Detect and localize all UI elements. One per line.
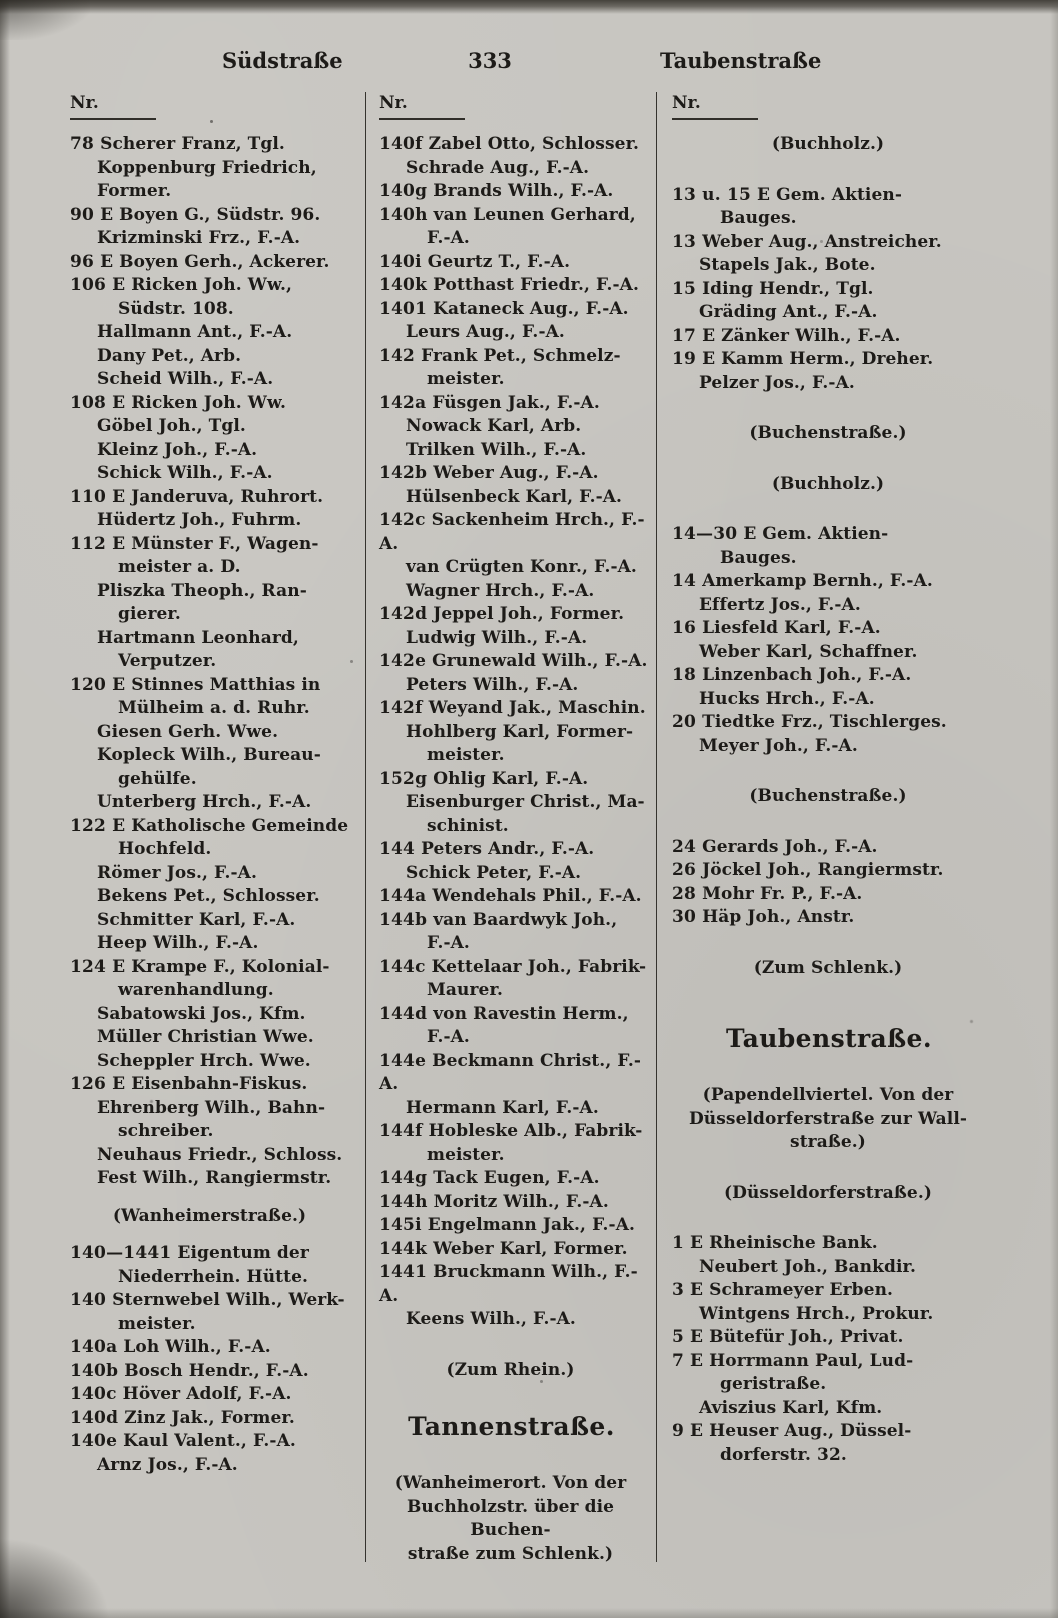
- house-number: 28: [672, 883, 697, 904]
- house-number: 140h: [379, 204, 428, 225]
- house-number: 144h: [379, 1191, 428, 1212]
- house-number: 30: [672, 907, 697, 927]
- directory-line: 13 u. 15 E Gem. Aktien-: [672, 184, 902, 205]
- house-number: 140a: [70, 1337, 118, 1357]
- directory-line: Hermann Karl, F.-A.: [406, 1097, 599, 1118]
- directory-line: 13 Weber Aug., Anstreicher.: [672, 231, 942, 252]
- directory-line: meister.: [427, 745, 505, 765]
- house-number: 112: [70, 533, 107, 554]
- spacer: [672, 157, 994, 184]
- directory-line: Arnz Jos., F.-A.: [97, 1454, 238, 1475]
- section-note: straße.): [790, 1132, 866, 1152]
- directory-line: meister.: [118, 1313, 196, 1334]
- spacer: [672, 1205, 994, 1232]
- directory-line: 18 Linzenbach Joh., F.-A.: [672, 665, 912, 685]
- house-number: 9: [672, 1421, 685, 1441]
- house-number: 24: [672, 836, 697, 857]
- directory-line: 1441 Bruckmann Wilh., F.-A.: [379, 1262, 638, 1306]
- directory-line: 126 E Eisenbahn-Fiskus.: [70, 1074, 308, 1094]
- house-number: 140d: [70, 1407, 119, 1428]
- house-number: 126: [70, 1074, 107, 1094]
- directory-line: 145i Engelmann Jak., F.-A.: [379, 1215, 636, 1235]
- directory-line: F.-A.: [427, 933, 470, 953]
- running-head-left: Südstraße: [222, 48, 343, 73]
- directory-line: Leurs Aug., F.-A.: [406, 322, 565, 342]
- directory-line: gierer.: [118, 604, 181, 624]
- house-number: 140k: [379, 275, 428, 295]
- section-note: (Papendellviertel. Von der: [702, 1085, 954, 1105]
- directory-line: Dany Pet., Arb.: [97, 345, 242, 366]
- column-3: [657, 92, 998, 1562]
- page-number: 333: [468, 48, 512, 73]
- house-number: 142f: [379, 698, 423, 718]
- directory-line: 14 Amerkamp Bernh., F.-A.: [672, 571, 933, 591]
- directory-line: 15 Iding Hendr., Tgl.: [672, 278, 874, 299]
- house-number: 142d: [379, 604, 428, 624]
- directory-line: 5 E Bütefür Joh., Privat.: [672, 1327, 904, 1347]
- directory-line: Scheid Wilh., F.-A.: [97, 369, 274, 389]
- house-number: 144f: [379, 1121, 423, 1141]
- spacer: [70, 1228, 359, 1242]
- spacer: [379, 1382, 652, 1409]
- directory-line: Hartmann Leonhard,: [97, 627, 299, 648]
- directory-line: Hohlberg Karl, Former-: [406, 721, 634, 742]
- directory-line: F.-A.: [427, 1027, 470, 1047]
- directory-line: 144a Wendehals Phil., F.-A.: [379, 886, 642, 906]
- house-number: 144b: [379, 909, 428, 930]
- directory-line: Scheppler Hrch. Wwe.: [97, 1050, 311, 1071]
- house-number: 145i: [379, 1215, 422, 1235]
- nr-label: Nr.: [672, 93, 701, 113]
- directory-line: Schrade Aug., F.-A.: [406, 157, 590, 178]
- directory-line: Römer Jos., F.-A.: [97, 862, 257, 883]
- house-number: 15: [672, 278, 697, 299]
- directory-line: 144 Peters Andr., F.-A.: [379, 839, 595, 859]
- nr-column-header: [379, 92, 652, 120]
- directory-line: Koppenburg Friedrich,: [97, 157, 317, 178]
- house-number: 140f: [379, 134, 423, 154]
- directory-line: Heep Wilh., F.-A.: [97, 933, 259, 953]
- directory-line: Schmitter Karl, F.-A.: [97, 909, 296, 930]
- directory-line: Nowack Karl, Arb.: [406, 416, 582, 436]
- column-1: [70, 92, 366, 1562]
- house-number: 144g: [379, 1168, 428, 1188]
- directory-line: Fest Wilh., Rangiermstr.: [97, 1168, 332, 1188]
- directory-line: Peters Wilh., F.-A.: [406, 674, 579, 695]
- directory-line: 16 Liesfeld Karl, F.-A.: [672, 618, 881, 638]
- directory-line: 28 Mohr Fr. P., F.-A.: [672, 883, 863, 904]
- directory-line: Effertz Jos., F.-A.: [699, 594, 861, 615]
- directory-line: Hallmann Ant., F.-A.: [97, 322, 293, 342]
- directory-line: Keens Wilh., F.-A.: [406, 1309, 576, 1329]
- directory-line: Neubert Joh., Bankdir.: [699, 1256, 917, 1277]
- directory-line: 90 E Boyen G., Südstr. 96.: [70, 204, 321, 225]
- directory-line: 108 E Ricken Joh. Ww.: [70, 392, 287, 413]
- spacer: [70, 1191, 359, 1205]
- house-number: 122: [70, 815, 107, 836]
- house-number: 140b: [70, 1360, 119, 1381]
- directory-line: Mülheim a. d. Ruhr.: [118, 698, 310, 718]
- house-number: 144a: [379, 886, 427, 906]
- scan-edge-right: [1050, 0, 1058, 1618]
- directory-line: 112 E Münster F., Wagen-: [70, 533, 319, 554]
- section-note: Buchholzstr. über die Buchen-: [406, 1496, 615, 1540]
- house-number: 96: [70, 251, 95, 272]
- house-number: 108: [70, 392, 107, 413]
- house-number: 26: [672, 860, 697, 880]
- section-note: (Wanheimerort. Von der: [394, 1473, 627, 1493]
- house-number: 106: [70, 275, 107, 295]
- directory-line: 19 E Kamm Herm., Dreher.: [672, 349, 934, 369]
- directory-line: warenhandlung.: [118, 980, 274, 1000]
- directory-line: 106 E Ricken Joh. Ww.,: [70, 275, 293, 295]
- directory-line: Sabatowski Jos., Kfm.: [97, 1003, 306, 1024]
- directory-line: Ehrenberg Wilh., Bahn-: [97, 1097, 326, 1118]
- directory-line: 120 E Stinnes Matthias in: [70, 674, 321, 695]
- house-number: 3: [672, 1280, 685, 1300]
- spacer: [672, 980, 994, 1007]
- directory-line: 144h Moritz Wilh., F.-A.: [379, 1191, 609, 1212]
- directory-line: Wagner Hrch., F.-A.: [406, 580, 595, 601]
- directory-line: Kleinz Joh., F.-A.: [97, 439, 258, 460]
- spacer: [672, 1057, 994, 1084]
- house-number: 140i: [379, 251, 422, 272]
- directory-line: 142f Weyand Jak., Maschin.: [379, 698, 646, 718]
- directory-line: schreiber.: [118, 1121, 214, 1141]
- section-note: (Düsseldorferstraße.): [723, 1182, 933, 1203]
- directory-line: Bauges.: [720, 208, 797, 228]
- directory-line: 140c Höver Adolf, F.-A.: [70, 1384, 292, 1404]
- scan-edge-top: [0, 0, 1058, 14]
- directory-line: Schick Wilh., F.-A.: [97, 463, 273, 483]
- section-note: (Buchholz.): [771, 473, 885, 494]
- directory-line: 144g Tack Eugen, F.-A.: [379, 1168, 600, 1188]
- directory-line: Kopleck Wilh., Bureau-: [97, 745, 321, 765]
- directory-line: 140b Bosch Hendr., F.-A.: [70, 1360, 309, 1381]
- directory-line: Aviszius Karl, Kfm.: [699, 1397, 883, 1418]
- nr-label: Nr.: [70, 93, 99, 113]
- scan-corner-top-left: [0, 0, 90, 40]
- directory-line: Former.: [97, 181, 172, 201]
- directory-line: 144f Hobleske Alb., Fabrik-: [379, 1121, 643, 1141]
- house-number: 90: [70, 204, 95, 225]
- spacer: [672, 809, 994, 836]
- directory-line: 140—1441 Eigentum der: [70, 1243, 309, 1263]
- directory-line: van Crügten Konr., F.-A.: [406, 557, 637, 577]
- nr-column-header: [672, 92, 994, 120]
- directory-line: 26 Jöckel Joh., Rangiermstr.: [672, 860, 944, 880]
- section-note: Düsseldorferstraße zur Wall-: [688, 1108, 968, 1129]
- directory-line: Müller Christian Wwe.: [97, 1027, 314, 1047]
- house-number: 144c: [379, 956, 426, 977]
- spacer: [672, 758, 994, 785]
- nr-column-header: [70, 92, 359, 120]
- spacer: [672, 1007, 994, 1021]
- house-number: 110: [70, 486, 107, 507]
- house-number: 142: [379, 345, 416, 366]
- directory-line: Schick Peter, F.-A.: [406, 862, 582, 883]
- directory-line: 140 Sternwebel Wilh., Werk-: [70, 1290, 345, 1310]
- directory-line: Stapels Jak., Bote.: [699, 255, 876, 275]
- directory-line: Hochfeld.: [118, 839, 212, 859]
- directory-line: Ludwig Wilh., F.-A.: [406, 627, 588, 648]
- directory-line: Bauges.: [720, 547, 797, 568]
- directory-line: Wintgens Hrch., Prokur.: [699, 1303, 934, 1324]
- nr-rule: [379, 118, 465, 120]
- street-heading: Tannenstraße.: [408, 1412, 615, 1441]
- directory-line: 142b Weber Aug., F.-A.: [379, 463, 599, 483]
- directory-line: 144d von Ravestin Herm.,: [379, 1003, 629, 1024]
- spacer: [672, 930, 994, 957]
- street-heading: Taubenstraße.: [726, 1024, 932, 1053]
- directory-line: 96 E Boyen Gerh., Ackerer.: [70, 251, 330, 272]
- spacer: [672, 446, 994, 473]
- house-number: 144d: [379, 1003, 428, 1024]
- house-number: 140e: [70, 1431, 118, 1451]
- directory-line: 142 Frank Pet., Schmelz-: [379, 345, 621, 366]
- directory-line: 140g Brands Wilh., F.-A.: [379, 181, 614, 201]
- directory-line: Krizminski Frz., F.-A.: [97, 228, 301, 248]
- house-number: 20: [672, 712, 697, 732]
- house-number: 142e: [379, 651, 427, 671]
- house-number: 140g: [379, 181, 428, 201]
- spacer: [672, 1155, 994, 1182]
- directory-line: 140d Zinz Jak., Former.: [70, 1407, 295, 1428]
- house-number: 142a: [379, 392, 427, 413]
- section-note: straße zum Schlenk.): [407, 1543, 614, 1564]
- directory-line: F.-A.: [427, 228, 470, 248]
- directory-line: 144b van Baardwyk Joh.,: [379, 909, 618, 930]
- directory-line: 144e Beckmann Christ., F.-A.: [379, 1050, 642, 1094]
- house-number: 17: [672, 325, 697, 346]
- house-number: 14—30: [672, 524, 738, 544]
- house-number: 5: [672, 1327, 685, 1347]
- house-number: 1441: [379, 1262, 428, 1282]
- directory-line: Neuhaus Friedr., Schloss.: [97, 1144, 343, 1165]
- directory-line: 122 E Katholische Gemeinde: [70, 815, 349, 836]
- directory-line: Weber Karl, Schaffner.: [699, 641, 918, 662]
- house-number: 140c: [70, 1384, 117, 1404]
- house-number: 7: [672, 1350, 685, 1371]
- directory-line: Hülsenbeck Karl, F.-A.: [406, 486, 623, 507]
- directory-line: 142d Jeppel Joh., Former.: [379, 604, 625, 624]
- directory-line: 144k Weber Karl, Former.: [379, 1238, 628, 1259]
- directory-line: 20 Tiedtke Frz., Tischlerges.: [672, 712, 947, 732]
- page-header: [0, 48, 1058, 82]
- house-number: 78: [70, 134, 95, 154]
- directory-line: 142e Grunewald Wilh., F.-A.: [379, 651, 648, 671]
- directory-line: Unterberg Hrch., F.-A.: [97, 792, 312, 812]
- directory-line: 17 E Zänker Wilh., F.-A.: [672, 325, 901, 346]
- directory-line: meister a. D.: [118, 557, 241, 577]
- house-number: 14: [672, 571, 697, 591]
- directory-line: Hüdertz Joh., Fuhrm.: [97, 510, 302, 530]
- house-number: 144k: [379, 1238, 428, 1259]
- spacer: [672, 496, 994, 523]
- nr-rule: [672, 118, 758, 120]
- directory-line: Maurer.: [427, 980, 503, 1000]
- section-note: (Buchenstraße.): [749, 423, 907, 443]
- spacer: [379, 1445, 652, 1472]
- directory-line: meister.: [427, 1144, 505, 1165]
- house-number: 142c: [379, 510, 426, 530]
- directory-line: 124 E Krampe F., Kolonial-: [70, 956, 330, 977]
- house-number: 13: [672, 231, 697, 252]
- directory-line: Verputzer.: [118, 651, 217, 671]
- nr-label: Nr.: [379, 93, 408, 113]
- section-note: (Wanheimerstraße.): [112, 1205, 307, 1226]
- directory-line: 144c Kettelaar Joh., Fabrik-: [379, 956, 647, 977]
- directory-line: Meyer Joh., F.-A.: [699, 735, 858, 756]
- spacer: [672, 395, 994, 422]
- directory-line: 14—30 E Gem. Aktien-: [672, 524, 889, 544]
- scan-edge-left: [0, 0, 10, 1618]
- directory-line: schinist.: [427, 815, 509, 836]
- directory-line: Niederrhein. Hütte.: [118, 1266, 309, 1287]
- directory-line: Hucks Hrch., F.-A.: [699, 688, 875, 709]
- house-number: 140: [70, 1290, 107, 1310]
- directory-line: 30 Häp Joh., Anstr.: [672, 907, 855, 927]
- directory-line: 140f Zabel Otto, Schlosser.: [379, 134, 640, 154]
- house-number: 142b: [379, 463, 428, 483]
- house-number: 124: [70, 956, 107, 977]
- column-2: [366, 92, 657, 1562]
- running-head-right: Taubenstraße: [660, 48, 822, 73]
- directory-line: 142a Füsgen Jak., F.-A.: [379, 392, 600, 413]
- section-note: (Zum Schlenk.): [753, 957, 903, 978]
- directory-line: gehülfe.: [118, 768, 197, 789]
- directory-line: Göbel Joh., Tgl.: [97, 416, 246, 436]
- directory-line: Eisenburger Christ., Ma-: [406, 792, 645, 812]
- directory-line: Bekens Pet., Schlosser.: [97, 886, 320, 906]
- directory-line: Pelzer Jos., F.-A.: [699, 372, 855, 393]
- directory-line: 152g Ohlig Karl, F.-A.: [379, 768, 589, 789]
- directory-line: 140k Potthast Friedr., F.-A.: [379, 275, 639, 295]
- nr-rule: [70, 118, 156, 120]
- directory-line: dorferstr. 32.: [720, 1444, 847, 1465]
- house-number: 19: [672, 349, 697, 369]
- house-number: 144: [379, 839, 416, 859]
- directory-line: 140i Geurtz T., F.-A.: [379, 251, 571, 272]
- directory-line: Gräding Ant., F.-A.: [699, 302, 878, 322]
- directory-line: 7 E Horrmann Paul, Lud-: [672, 1350, 914, 1371]
- house-number: 1401: [379, 298, 428, 319]
- section-note: (Buchenstraße.): [749, 786, 907, 806]
- directory-columns: [70, 92, 998, 1562]
- house-number: 13 u. 15: [672, 184, 752, 205]
- directory-line: 24 Gerards Joh., F.-A.: [672, 836, 878, 857]
- directory-line: meister.: [427, 369, 505, 389]
- directory-line: Trilken Wilh., F.-A.: [406, 439, 587, 460]
- directory-line: 140e Kaul Valent., F.-A.: [70, 1431, 296, 1451]
- directory-line: 1 E Rheinische Bank.: [672, 1233, 878, 1253]
- directory-line: geristraße.: [720, 1374, 827, 1394]
- directory-line: Pliszka Theoph., Ran-: [97, 580, 307, 601]
- directory-line: Südstr. 108.: [118, 298, 234, 319]
- directory-line: 142c Sackenheim Hrch., F.-A.: [379, 510, 645, 554]
- scan-edge-bottom: [0, 1608, 1058, 1618]
- house-number: 16: [672, 618, 697, 638]
- directory-line: Giesen Gerh. Wwe.: [97, 721, 279, 742]
- section-note: (Buchholz.): [771, 134, 885, 154]
- directory-line: 110 E Janderuva, Ruhrort.: [70, 486, 324, 507]
- directory-line: 1401 Kataneck Aug., F.-A.: [379, 298, 629, 319]
- house-number: 120: [70, 674, 107, 695]
- directory-line: 140h van Leunen Gerhard,: [379, 204, 636, 225]
- directory-line: 9 E Heuser Aug., Düssel-: [672, 1421, 912, 1441]
- house-number: 1: [672, 1233, 685, 1253]
- house-number: 18: [672, 665, 697, 685]
- house-number: 144e: [379, 1050, 427, 1071]
- spacer: [379, 1332, 652, 1359]
- house-number: 140—1441: [70, 1243, 172, 1263]
- directory-line: 140a Loh Wilh., F.-A.: [70, 1337, 271, 1357]
- house-number: 152g: [379, 768, 428, 789]
- directory-line: 3 E Schrameyer Erben.: [672, 1280, 894, 1300]
- directory-line: 78 Scherer Franz, Tgl.: [70, 134, 285, 154]
- section-note: (Zum Rhein.): [446, 1359, 575, 1380]
